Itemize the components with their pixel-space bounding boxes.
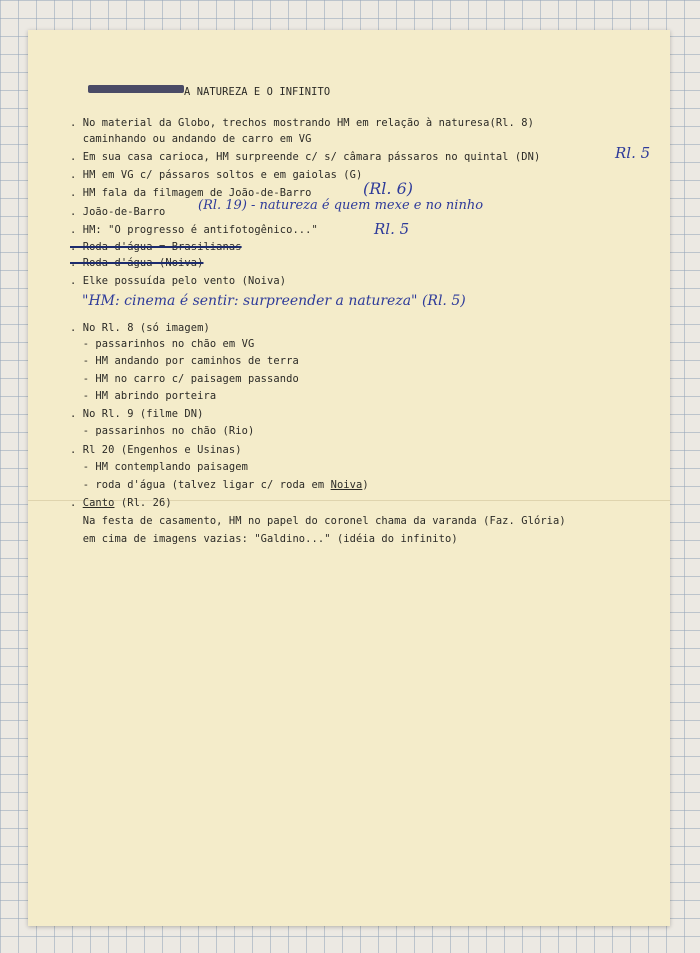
noiva-underlined: Noiva: [330, 479, 363, 491]
line-16: . No Rl. 9 (filme DN): [70, 408, 204, 420]
paper-sheet: [28, 30, 670, 926]
line-6: . João-de-Barro: [70, 206, 166, 218]
line-18: . Rl 20 (Engenhos e Usinas): [70, 444, 242, 456]
line-21-bullet: .: [70, 497, 83, 509]
line-1: . No material da Globo, trechos mostrando HM em relação à naturesa(Rl. 8): [70, 117, 534, 129]
canto-underlined: Canto: [82, 497, 115, 509]
line-4: . HM em VG c/ pássaros soltos e em gaiolas (G): [70, 169, 363, 181]
line-21-ref: (Rl. 26): [114, 497, 172, 509]
line-15: - HM abrindo porteira: [70, 390, 217, 402]
handwritten-note-1: Rl. 5: [615, 144, 651, 162]
line-23: em cima de imagens vazias: "Galdino..." (idéia do infinito): [70, 533, 458, 545]
line-12: - passarinhos no chão em VG: [70, 338, 255, 350]
line-20: [70, 479, 369, 492]
line-7: . HM: "O progresso é antifotogênico...": [70, 224, 318, 236]
handwritten-note-2: (Rl. 6): [363, 179, 413, 198]
line-10: . Elke possuída pelo vento (Noiva): [70, 275, 287, 287]
line-3: . Em sua casa carioca, HM surpreende c/ s/ câmara pássaros no quintal (DN): [70, 151, 541, 163]
line-11: . No Rl. 8 (só imagem): [70, 322, 210, 334]
line-17: - passarinhos no chão (Rio): [70, 425, 255, 437]
line-5: . HM fala da filmagem de João-de-Barro: [70, 187, 312, 199]
line-2: caminhando ou andando de carro em VG: [70, 133, 312, 145]
line-21: [70, 497, 172, 510]
handwritten-note-5: "HM: cinema é sentir: surpreender a natureza" (Rl. 5): [82, 293, 466, 309]
handwritten-note-4: Rl. 5: [374, 220, 410, 238]
line-20-close: ): [362, 479, 369, 491]
line-13: - HM andando por caminhos de terra: [70, 355, 299, 367]
line-8-struck: . Roda d'água = Brasilianas: [70, 241, 242, 253]
line-19: - HM contemplando paisagem: [70, 461, 248, 473]
line-22: Na festa de casamento, HM no papel do coronel chama da varanda (Faz. Glória): [70, 515, 566, 527]
line-20-text: - roda d'água (talvez ligar c/ roda em: [70, 479, 331, 491]
handwritten-note-3: (Rl. 19) - natureza é quem mexe e no ninho: [198, 198, 484, 213]
document-title: A NATUREZA E O INFINITO: [184, 86, 331, 98]
line-14: - HM no carro c/ paisagem passando: [70, 373, 299, 385]
line-9-struck: . Roda d'água (Noiva): [70, 257, 204, 269]
